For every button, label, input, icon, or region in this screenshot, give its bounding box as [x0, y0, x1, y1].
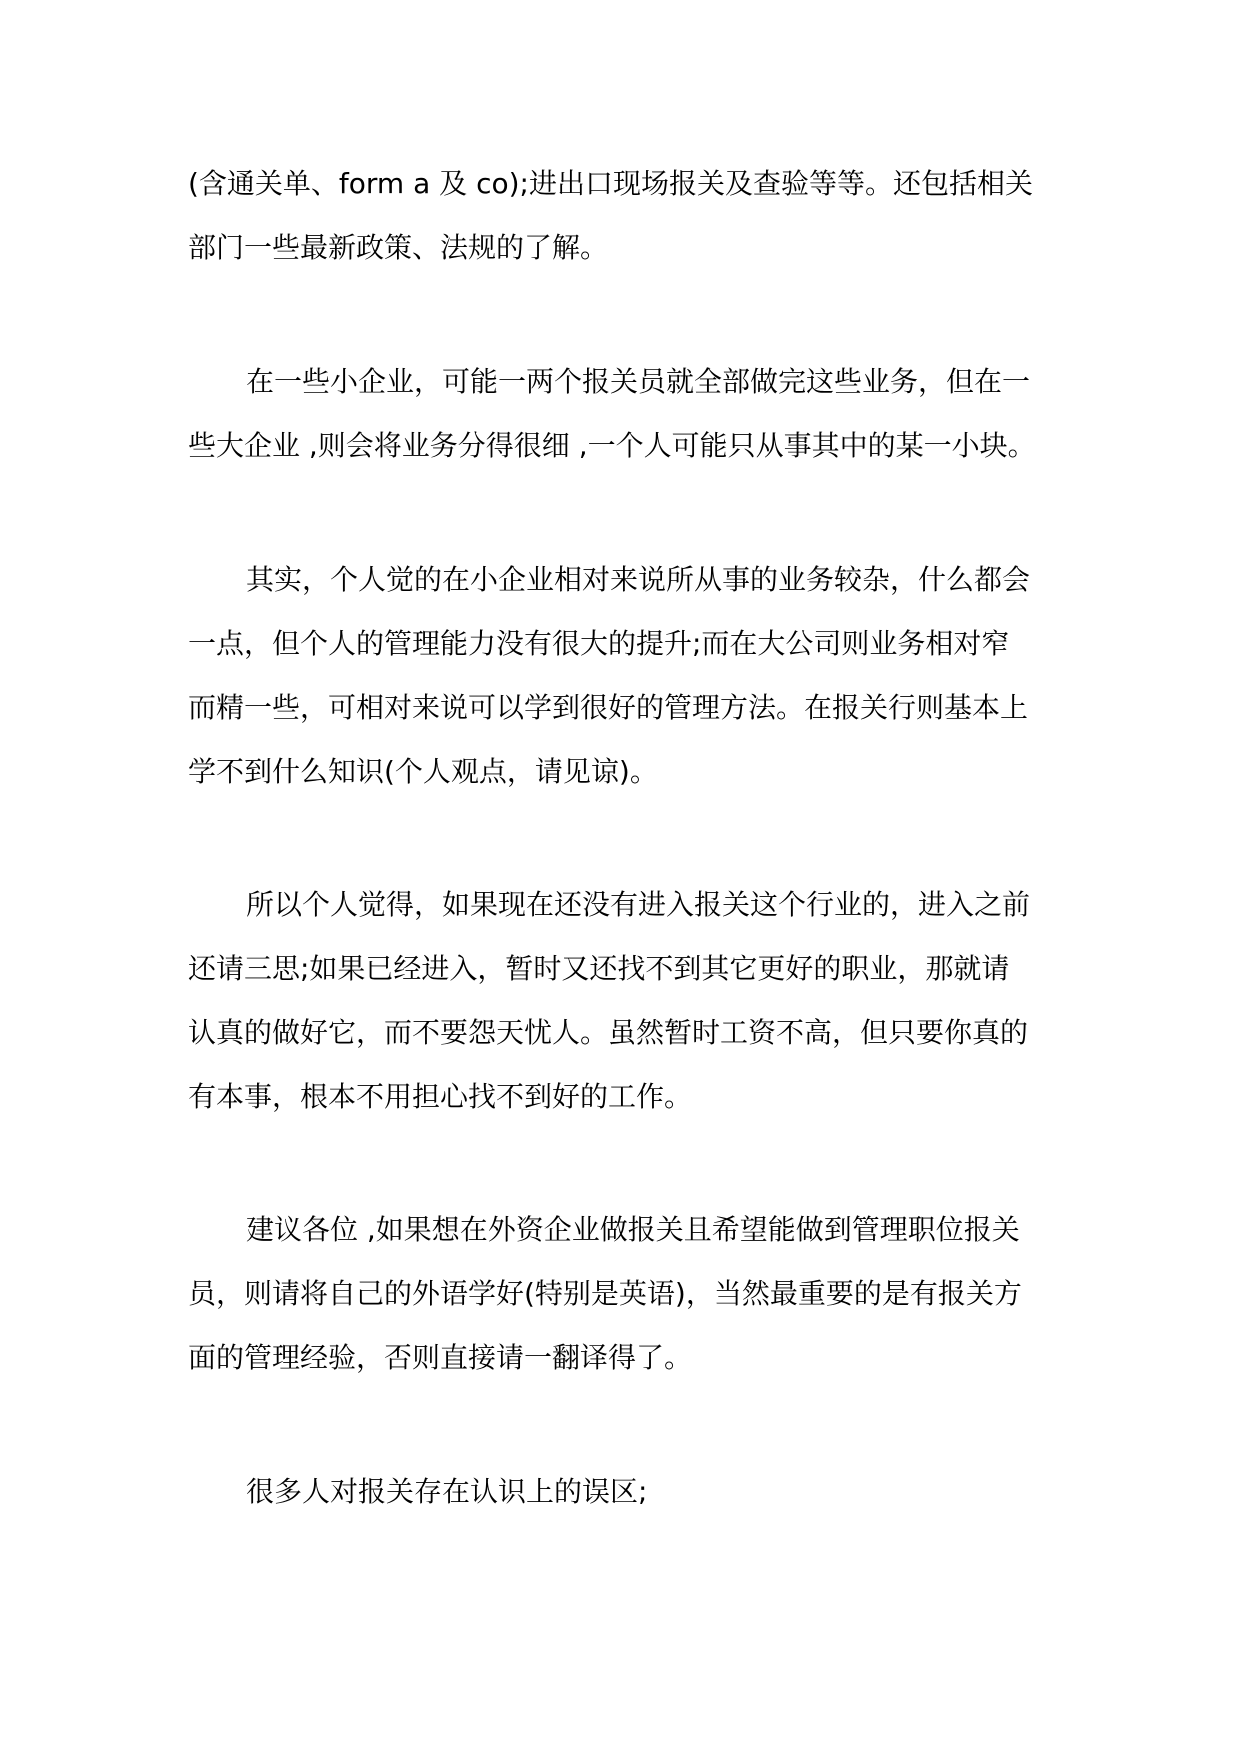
paragraph-suggestion [188, 1198, 1068, 1390]
text-line: 很多人对报关存在认识上的误区; [246, 1475, 648, 1508]
text-line: 学不到什么知识(个人观点，请见谅)。 [188, 755, 658, 788]
text-line: 建议各位 ,如果想在外资企业做报关且希望能做到管理职位报关 [246, 1213, 1020, 1246]
text-line: 所以个人觉得，如果现在还没有进入报关这个行业的，进入之前 [246, 888, 1031, 921]
paragraph-small-vs-large-enterprise [188, 350, 1068, 478]
paragraph-misconceptions [188, 1460, 1068, 1524]
text-line: 而精一些，可相对来说可以学到很好的管理方法。在报关行则基本上 [188, 691, 1029, 724]
text-line: (含通关单、form a 及 co);进出口现场报关及查验等等。还包括相关 [188, 167, 1033, 200]
text-line: 认真的做好它，而不要怨天忧人。虽然暂时工资不高，但只要你真的 [188, 1016, 1029, 1049]
paragraph-career-advice [188, 873, 1068, 1129]
text-line: 其实，个人觉的在小企业相对来说所从事的业务较杂，什么都会 [246, 563, 1031, 596]
text-line: 一点，但个人的管理能力没有很大的提升;而在大公司则业务相对窄 [188, 627, 1010, 660]
text-line: 员，则请将自己的外语学好(特别是英语)，当然最重要的是有报关方 [188, 1277, 1022, 1310]
paragraph-customs-documents [188, 152, 1068, 280]
text-line: 些大企业 ,则会将业务分得很细 ,一个人可能只从事其中的某一小块。 [188, 429, 1036, 462]
text-line: 有本事，根本不用担心找不到好的工作。 [188, 1080, 693, 1113]
text-line: 还请三思;如果已经进入，暂时又还找不到其它更好的职业，那就请 [188, 952, 1010, 985]
text-line: 部门一些最新政策、法规的了解。 [188, 231, 609, 264]
text-line: 面的管理经验，否则直接请一翻译得了。 [188, 1341, 693, 1374]
text-line: 在一些小企业，可能一两个报关员就全部做完这些业务，但在一 [246, 365, 1031, 398]
paragraph-personal-view [188, 548, 1068, 804]
